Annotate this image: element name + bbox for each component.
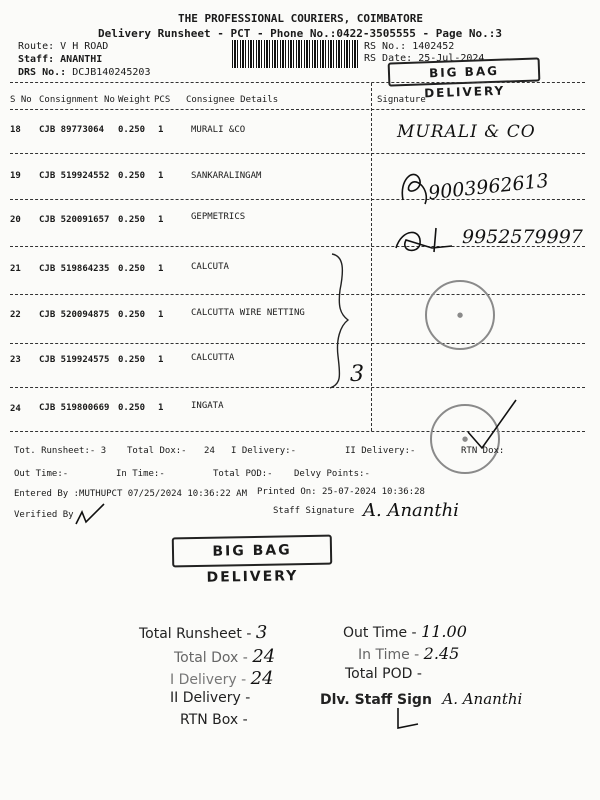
drs-info xyxy=(18,67,150,78)
summary-ii-delivery: II Delivery - xyxy=(170,690,251,706)
verified-tick xyxy=(74,502,108,528)
row-weight: 0.250 xyxy=(118,355,146,365)
rs-date-label: RS Date: xyxy=(364,53,413,64)
row-consignee: SANKARALINGAM xyxy=(191,171,262,181)
summary-rtn-box: RTN Box - xyxy=(180,712,248,728)
col-header-pcs: PCS xyxy=(154,95,171,105)
in-time: In Time:- xyxy=(116,469,165,479)
summary-out-time-value: 11.00 xyxy=(421,622,467,641)
col-header-weight: Weight xyxy=(118,95,151,105)
rs-date-value: 25-Jul-2024 xyxy=(418,53,485,64)
rtn-dox: RTN Dox: xyxy=(461,446,505,456)
big-bag-delivery-stamp: BIG BAG DELIVERY xyxy=(172,535,332,568)
staff-signature-hand: A. Ananthi xyxy=(363,500,459,521)
row-pcs: 1 xyxy=(158,215,164,225)
row-consignee: INGATA xyxy=(191,401,224,411)
delvy-points: Delvy Points:- xyxy=(294,469,370,479)
row-consignee: CALCUTTA xyxy=(191,353,235,363)
row-pcs: 1 xyxy=(158,310,164,320)
col-header-sno: S No xyxy=(10,95,32,105)
row-weight: 0.250 xyxy=(118,310,146,320)
summary-total-runsheet xyxy=(139,622,267,643)
row-consignee: MURALI &CO xyxy=(191,125,246,135)
courier-seal-stamp-1: ● xyxy=(425,280,495,350)
route-label: Route: xyxy=(18,41,55,52)
row-weight: 0.250 xyxy=(118,403,146,413)
rs-no-value: 1402452 xyxy=(412,41,455,52)
drs-value: DCJB140245203 xyxy=(72,67,151,78)
total-dox xyxy=(127,446,215,456)
bracket-count: 3 xyxy=(350,362,364,387)
signature-phone-20: 9952579997 xyxy=(462,226,583,248)
row-pcs: 1 xyxy=(158,125,164,135)
runsheet-subtitle: Delivery Runsheet - PCT - Phone No.:0422-3505555 - Page No.:3 xyxy=(98,27,502,40)
row-weight: 0.250 xyxy=(118,171,146,181)
row-consignee: CALCUTTA WIRE NETTING xyxy=(191,308,305,318)
row-consignment-no: CJB 519800669 xyxy=(39,403,110,413)
col-header-consignment: Consignment No xyxy=(39,95,115,105)
summary-i-delivery-label: I Delivery - xyxy=(170,672,247,688)
total-dox-label: Total Dox:- xyxy=(127,446,187,456)
row-consignee: CALCUTA xyxy=(191,262,229,272)
signature-scribble-20 xyxy=(392,222,462,256)
row-consignment-no: CJB 519924552 xyxy=(39,171,110,181)
courier-seal-stamp-2: ● xyxy=(430,404,500,474)
verified-by: Verified By xyxy=(14,510,74,520)
summary-total-dox-label: Total Dox - xyxy=(174,650,248,666)
row-divider xyxy=(10,199,585,200)
summary-out-time-label: Out Time - xyxy=(343,625,417,641)
summary-total-pod: Total POD - xyxy=(345,666,422,682)
row-consignment-no: CJB 520094875 xyxy=(39,310,110,320)
row-consignment-no: CJB 519864235 xyxy=(39,264,110,274)
row-consignment-no: CJB 89773064 xyxy=(39,125,105,135)
printed-on: Printed On: 25-07-2024 10:36:28 xyxy=(257,487,425,497)
summary-total-dox xyxy=(174,646,275,667)
row-sno: 18 xyxy=(10,125,21,135)
row-divider xyxy=(10,387,585,388)
row-weight: 0.250 xyxy=(118,264,146,274)
row-consignment-no: CJB 520091657 xyxy=(39,215,110,225)
summary-in-time-label: In Time - xyxy=(358,647,420,663)
signature-murali: MURALI & CO xyxy=(397,122,536,142)
row-weight: 0.250 xyxy=(118,215,146,225)
row-pcs: 1 xyxy=(158,171,164,181)
summary-total-runsheet-value: 3 xyxy=(255,622,268,643)
row-divider xyxy=(10,343,585,344)
tot-runsheet: Tot. Runsheet:- 3 xyxy=(14,446,107,456)
rs-no-label: RS No.: xyxy=(364,41,407,52)
row-consignment-no: CJB 519924575 xyxy=(39,355,110,365)
summary-dlv-staff-value: A. Ananthi xyxy=(442,690,523,708)
row-sno: 21 xyxy=(10,264,21,274)
row-pcs: 1 xyxy=(158,355,164,365)
row-weight: 0.250 xyxy=(118,125,146,135)
staff-info xyxy=(18,54,102,65)
out-time: Out Time:- xyxy=(14,469,69,479)
summary-i-delivery xyxy=(170,668,274,689)
route-info xyxy=(18,41,108,52)
row-divider xyxy=(10,294,585,295)
row-pcs: 1 xyxy=(158,403,164,413)
barcode-image xyxy=(232,40,360,68)
summary-staff-tick xyxy=(392,706,422,732)
drs-label: DRS No.: xyxy=(18,67,67,78)
column-header-divider xyxy=(10,109,585,110)
staff-label: Staff: xyxy=(18,54,55,65)
row-pcs: 1 xyxy=(158,264,164,274)
i-delivery: I Delivery:- xyxy=(231,446,297,456)
summary-total-dox-value: 24 xyxy=(252,646,276,667)
company-title: THE PROFESSIONAL COURIERS, COIMBATORE xyxy=(178,12,424,25)
summary-total-runsheet-label: Total Runsheet - xyxy=(139,626,252,642)
row-sno: 23 xyxy=(10,355,21,365)
summary-in-time-value: 2.45 xyxy=(423,644,460,663)
entered-by: Entered By :MUTHUPCT 07/25/2024 10:36:22 AM xyxy=(14,489,247,499)
signature-column-divider xyxy=(371,83,372,431)
total-dox-value: 24 xyxy=(204,446,215,456)
staff-signature-label: Staff Signature xyxy=(273,506,355,516)
summary-out-time xyxy=(343,622,467,641)
route-value: V H ROAD xyxy=(60,41,109,52)
ii-delivery: II Delivery:- xyxy=(345,446,416,456)
summary-i-delivery-value: 24 xyxy=(250,668,274,689)
header-divider xyxy=(10,82,585,83)
signature-phone-19: 9003962613 xyxy=(427,169,550,205)
total-pod: Total POD:- xyxy=(213,469,273,479)
staff-value: ANANTHI xyxy=(60,54,103,65)
row-sno: 19 xyxy=(10,171,21,181)
rs-no-info xyxy=(364,41,454,52)
row-sno: 20 xyxy=(10,215,21,225)
row-divider xyxy=(10,153,585,154)
summary-dlv-staff-label: Dlv. Staff Sign xyxy=(320,692,432,708)
col-header-signature: Signature xyxy=(377,95,426,105)
col-header-consignee: Consignee Details xyxy=(186,95,279,105)
summary-in-time xyxy=(358,644,459,663)
big-bag-delivery-stamp-top: BIG BAG DELIVERY xyxy=(388,57,541,86)
row-sno: 24 xyxy=(10,404,21,414)
row-sno: 22 xyxy=(10,310,21,320)
row-consignee: GEPMETRICS xyxy=(191,212,246,222)
